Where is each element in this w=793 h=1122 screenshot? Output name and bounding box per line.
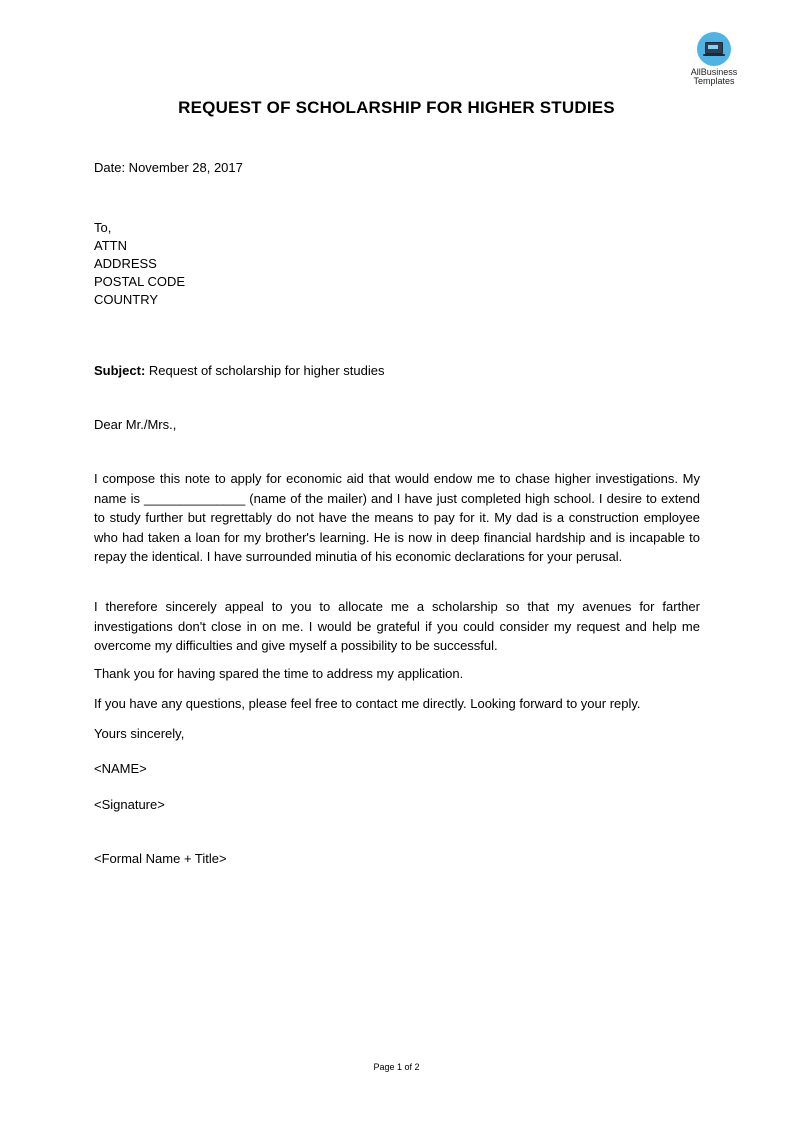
closing: Yours sincerely, <box>94 726 185 741</box>
laptop-icon <box>697 32 731 66</box>
page-number: Page 1 of 2 <box>373 1062 420 1072</box>
recipient-address <box>94 219 700 309</box>
name-placeholder: <NAME> <box>94 761 147 776</box>
address-postal-code: POSTAL CODE <box>94 274 186 289</box>
address-attn: ATTN <box>94 238 127 253</box>
salutation: Dear Mr./Mrs., <box>94 417 177 432</box>
allbusiness-logo <box>681 32 747 86</box>
body-paragraph-4: If you have any questions, please feel free to contact me directly. Looking forward to your reply. <box>94 696 641 711</box>
document-title: REQUEST OF SCHOLARSHIP FOR HIGHER STUDIES <box>178 98 615 117</box>
address-street: ADDRESS <box>94 256 157 271</box>
body-paragraph-2: I therefore sincerely appeal to you to allocate me a scholarship so that my avenues for farther investigations don't close in on me. I would be grateful if you could consider my request and help me overcome my difficulties and give myself a possibility to be successful. <box>94 599 700 653</box>
body-paragraph-3: Thank you for having spared the time to address my application. <box>94 666 464 681</box>
subject-text: Request of scholarship for higher studies <box>148 363 385 378</box>
subject-label: Subject: <box>94 363 146 378</box>
body-paragraph-1: I compose this note to apply for economic aid that would endow me to chase higher investigations. My name is ______________ (name of the mailer) and I have just completed high school. I desire to extend to study further but regrettably do not have the means to pay for it. My dad is a construction employee who had taken a loan for my brother's learning. He is now in deep financial hardship and is incapable to repay the identical. I have surrounded minutia of his economic declarations for your perusal. <box>94 471 700 564</box>
signature-placeholder: <Signature> <box>94 797 165 812</box>
address-to: To, <box>94 220 112 235</box>
date-line: Date: November 28, 2017 <box>94 160 243 175</box>
logo-line-1: AllBusiness <box>690 67 738 77</box>
subject-line <box>94 362 700 380</box>
address-country: COUNTRY <box>94 292 159 307</box>
logo-text <box>681 68 747 86</box>
logo-line-2: Templates <box>693 76 735 86</box>
formal-name-placeholder: <Formal Name + Title> <box>94 851 227 866</box>
